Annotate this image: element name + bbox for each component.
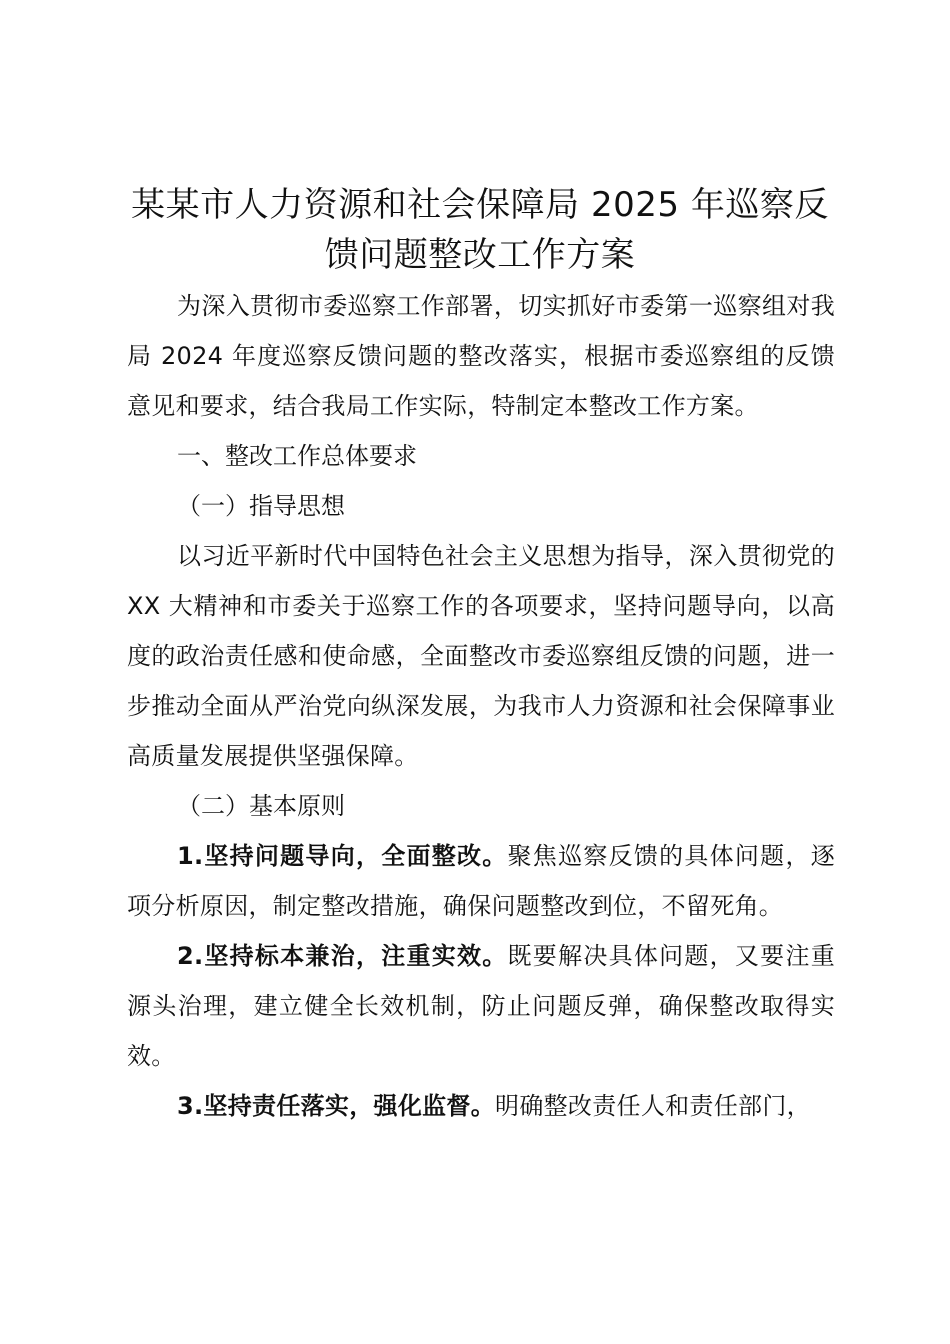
- title-line-1: 某某市人力资源和社会保障局 2025 年巡察反: [131, 185, 829, 225]
- principle-lead: 1.坚持问题导向，全面整改。: [177, 842, 508, 870]
- section-heading-requirements: 一、整改工作总体要求: [177, 442, 417, 470]
- guiding-thought-paragraph: 以习近平新时代中国特色社会主义思想为指导，深入贯彻党的 XX 大精神和市委关于巡察工作的各项要求，坚持问题导向，以高度的政治责任感和使命感，全面整改市委巡察组反馈的问题，进一步推动全面从严治党向纵深发展，为我市人力资源和社会保障事业高质量发展提供坚强保障。: [127, 542, 835, 770]
- principle-text: 明确整改责任人和责任部门，: [495, 1092, 811, 1120]
- principle-lead: 3.坚持责任落实，强化监督。: [177, 1092, 496, 1120]
- principle-text: 聚焦巡察反馈的具体问题，逐项分析原因，制定整改措施，确保问题整改到位，不留死角。: [127, 842, 836, 920]
- principle-lead: 2.坚持标本兼治，注重实效。: [177, 942, 508, 970]
- intro-paragraph: 为深入贯彻市委巡察工作部署，切实抓好市委第一巡察组对我局 2024 年度巡察反馈问题的整改落实，根据市委巡察组的反馈意见和要求，结合我局工作实际，特制定本整改工作方案。: [127, 292, 835, 420]
- document-title: [110, 180, 850, 280]
- subsection-heading-principles: （二）基本原则: [177, 792, 345, 820]
- principle-text: 既要解决具体问题，又要注重源头治理，建立健全长效机制，防止问题反弹，确保整改取得实效。: [127, 942, 836, 1070]
- title-line-2: 馈问题整改工作方案: [324, 235, 636, 275]
- principle-paragraph: [127, 931, 835, 1081]
- principle-paragraph: [127, 1081, 835, 1131]
- document-body: [127, 281, 835, 1131]
- subsection-heading-guiding-thought: （一）指导思想: [177, 492, 345, 520]
- principle-paragraph: [127, 831, 835, 931]
